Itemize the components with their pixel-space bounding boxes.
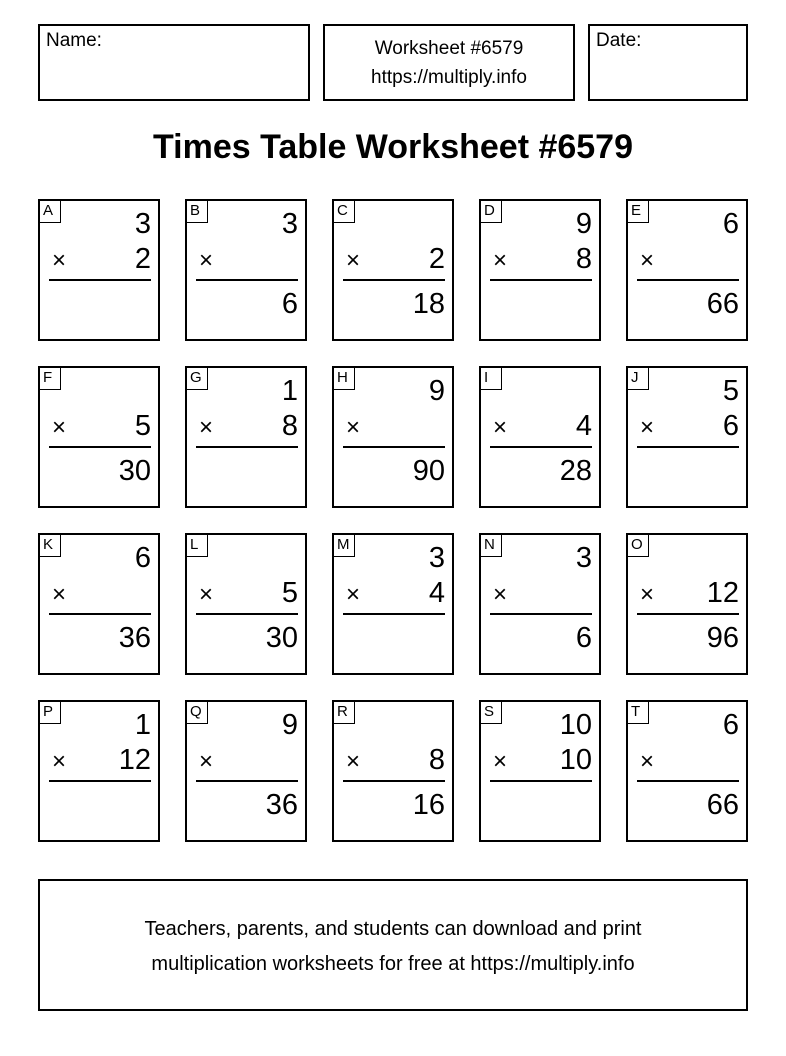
multiply-sign: ×: [199, 414, 214, 441]
answer-line: [490, 613, 592, 615]
problem-letter: O: [627, 534, 649, 557]
problem-letter: F: [39, 367, 61, 390]
problem-letter: G: [186, 367, 208, 390]
multiply-sign: ×: [52, 247, 67, 274]
multiply-sign: ×: [52, 748, 67, 775]
problem-letter: D: [480, 200, 502, 223]
multiply-sign: ×: [640, 247, 655, 274]
problem-letter: E: [627, 200, 649, 223]
answer-number: 30: [118, 455, 151, 487]
problem-letter: P: [39, 701, 61, 724]
top-number: 1: [281, 375, 298, 407]
answer-line: [637, 446, 739, 448]
multiply-sign: ×: [640, 748, 655, 775]
problem-card: [479, 700, 601, 842]
bottom-number: 4: [428, 577, 445, 609]
problem-letter: I: [480, 367, 502, 390]
answer-number: 96: [706, 622, 739, 654]
problem-card: [185, 700, 307, 842]
answer-number: 36: [118, 622, 151, 654]
bottom-number: 12: [118, 744, 151, 776]
top-number: 1: [134, 709, 151, 741]
multiply-sign: ×: [493, 414, 508, 441]
answer-line: [49, 613, 151, 615]
date-label: Date:: [596, 30, 642, 51]
answer-line: [49, 780, 151, 782]
top-number: 9: [575, 208, 592, 240]
problem-card: [626, 366, 748, 508]
bottom-number: 2: [134, 243, 151, 275]
top-number: 3: [281, 208, 298, 240]
bottom-number: 8: [428, 744, 445, 776]
problem-letter: C: [333, 200, 355, 223]
problem-letter: N: [480, 534, 502, 557]
problem-card: [185, 199, 307, 341]
answer-line: [196, 446, 298, 448]
bottom-number: 5: [281, 577, 298, 609]
problem-card: [38, 533, 160, 675]
top-number: 6: [722, 709, 739, 741]
answer-line: [490, 279, 592, 281]
problem-card: [479, 199, 601, 341]
top-number: 6: [134, 542, 151, 574]
problem-card: [626, 533, 748, 675]
answer-line: [637, 780, 739, 782]
problem-card: [332, 366, 454, 508]
problem-card: [38, 700, 160, 842]
problem-card: [185, 533, 307, 675]
answer-line: [637, 279, 739, 281]
top-number: 5: [722, 375, 739, 407]
bottom-number: 5: [134, 410, 151, 442]
top-number: 6: [722, 208, 739, 240]
problem-letter: A: [39, 200, 61, 223]
top-number: 9: [428, 375, 445, 407]
problem-letter: B: [186, 200, 208, 223]
problem-letter: M: [333, 534, 355, 557]
multiply-sign: ×: [493, 748, 508, 775]
date-field-box: [588, 24, 748, 101]
answer-number: 28: [559, 455, 592, 487]
problem-letter: Q: [186, 701, 208, 724]
problem-letter: J: [627, 367, 649, 390]
bottom-number: 6: [722, 410, 739, 442]
footer-line-1: Teachers, parents, and students can download and print: [144, 918, 642, 940]
bottom-number: 12: [706, 577, 739, 609]
answer-line: [343, 279, 445, 281]
top-number: 10: [559, 709, 592, 741]
multiply-sign: ×: [346, 247, 361, 274]
answer-number: 66: [706, 789, 739, 821]
problem-card: [38, 199, 160, 341]
multiply-sign: ×: [640, 414, 655, 441]
top-number: 3: [575, 542, 592, 574]
answer-number: 18: [412, 288, 445, 320]
multiply-sign: ×: [346, 581, 361, 608]
bottom-number: 8: [575, 243, 592, 275]
footer-box: [38, 879, 748, 1011]
problem-card: [185, 366, 307, 508]
answer-line: [490, 780, 592, 782]
problem-card: [332, 533, 454, 675]
answer-line: [343, 446, 445, 448]
problem-letter: S: [480, 701, 502, 724]
answer-number: 16: [412, 789, 445, 821]
answer-number: 66: [706, 288, 739, 320]
answer-line: [196, 279, 298, 281]
answer-line: [196, 613, 298, 615]
site-url: https://multiply.info: [371, 67, 527, 88]
problem-letter: T: [627, 701, 649, 724]
answer-line: [49, 279, 151, 281]
name-label: Name:: [46, 30, 102, 51]
top-number: 3: [134, 208, 151, 240]
problem-card: [332, 700, 454, 842]
problem-card: [479, 366, 601, 508]
problem-letter: H: [333, 367, 355, 390]
answer-number: 6: [575, 622, 592, 654]
name-field-box: [38, 24, 310, 101]
page-title: Times Table Worksheet #6579: [152, 128, 634, 166]
problem-card: [479, 533, 601, 675]
problem-card: [626, 199, 748, 341]
problem-card: [332, 199, 454, 341]
bottom-number: 4: [575, 410, 592, 442]
multiply-sign: ×: [640, 581, 655, 608]
multiply-sign: ×: [199, 748, 214, 775]
answer-line: [637, 613, 739, 615]
answer-number: 30: [265, 622, 298, 654]
top-number: 9: [281, 709, 298, 741]
problem-letter: K: [39, 534, 61, 557]
multiply-sign: ×: [493, 247, 508, 274]
answer-number: 90: [412, 455, 445, 487]
multiply-sign: ×: [346, 748, 361, 775]
bottom-number: 8: [281, 410, 298, 442]
answer-line: [343, 780, 445, 782]
answer-line: [490, 446, 592, 448]
problem-letter: L: [186, 534, 208, 557]
answer-line: [196, 780, 298, 782]
bottom-number: 2: [428, 243, 445, 275]
multiply-sign: ×: [52, 414, 67, 441]
answer-number: 6: [281, 288, 298, 320]
multiply-sign: ×: [199, 581, 214, 608]
multiply-sign: ×: [493, 581, 508, 608]
footer-line-2: multiplication worksheets for free at https://multiply.info: [151, 953, 635, 975]
problem-letter: R: [333, 701, 355, 724]
problem-card: [38, 366, 160, 508]
multiply-sign: ×: [346, 414, 361, 441]
answer-number: 36: [265, 789, 298, 821]
top-number: 3: [428, 542, 445, 574]
worksheet-id-box: [323, 24, 575, 101]
answer-line: [343, 613, 445, 615]
multiply-sign: ×: [52, 581, 67, 608]
multiply-sign: ×: [199, 247, 214, 274]
problem-card: [626, 700, 748, 842]
answer-line: [49, 446, 151, 448]
bottom-number: 10: [559, 744, 592, 776]
worksheet-number: Worksheet #6579: [374, 38, 524, 59]
